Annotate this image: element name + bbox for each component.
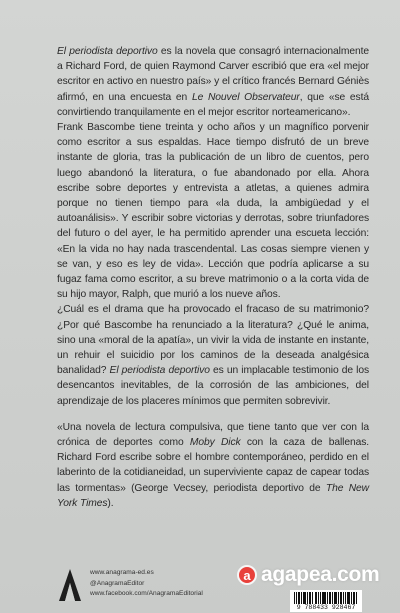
book-title: El periodista deportivo (57, 46, 158, 57)
agapea-watermark-text: agapea.com (261, 563, 380, 586)
book-title: El periodista deportivo (109, 365, 210, 377)
moby-dick-title: Moby Dick (189, 437, 241, 449)
barcode-bars (294, 592, 358, 604)
blurb-text (57, 44, 369, 511)
publisher-twitter: @AnagramaEditor (90, 579, 145, 587)
isbn-number: 9 788433 928467 (296, 604, 356, 611)
review-quote: «Una novela de lectura compulsiva, que tiene tanto que ver con la crónica de deportes como Moby Dick con la caza de ballenas. Richard Ford escribe sobre el hombre contemporáneo, perdido en el laberinto de la cotidianeidad, un superviviente capaz de capear todas las tormentas» (George Vecsey, periodista deportivo de The New York Times). (57, 421, 370, 509)
agapea-logo-icon: a (237, 565, 257, 585)
publisher-contacts (90, 568, 203, 600)
anagrama-logo-icon (58, 568, 82, 602)
isbn-barcode (290, 590, 362, 612)
blurb-paragraph-3: ¿Cuál es el drama que ha provocado el fracaso de su matrimonio? ¿Por qué Bascombe ha renunciado a la literatura? ¿Qué le anima, sino una «moral de la apatía», un vivir la vida de instante en instante, un rehuir el suicidio por los caminos de la deseada analgésica banalidad? El periodista deportivo es un implacable testimonio de los desencantos inevitables, de la corrosión de las ambiciones, del aprendizaje de los placeres mínimos que permiten sobrevivir. (57, 304, 369, 407)
blurb-paragraph-2: Frank Bascombe tiene treinta y ocho años y un magnífico porvenir como escritor a sus espaldas. Hace tiempo disfrutó de un breve instante de gloria, tras la publicación de un libro de cuentos, pero luego abandonó la literatura, o fue abandonado por ella. Ahora escribe sobre deportes y entrevista a atletas, a quienes admira porque no tienen tiempo para «la duda, la ambigüedad y el autoanálisis». Y escribir sobre victorias y derrotas, sobre triunfadores del futuro o del ayer, le ha permitido aprender una escueta lección: «En la vida no hay nada trascendental. Las cosas siempre vienen y se van, y eso es ley de vida». Lección que podría aplicarse a su fugaz fama como escritor, a su breve matrimonio o a la corta vida de su hijo mayor, Ralph, que murió a los nueve años. (57, 122, 369, 301)
blurb-paragraph-1: El periodista deportivo es la novela que consagró internacionalmente a Richard Ford, de quien Raymond Carver escribió que era «el mejor escritor en activo en nuestro país» y el crítico francés Bernard Géniès afirmó, en una encuesta en Le Nouvel Observateur, que «se está convirtiendo tranquilamente en el mejor escritor norteamericano». (57, 46, 369, 118)
agapea-watermark (237, 560, 397, 590)
magazine-title: Le Nouvel Observateur (191, 91, 300, 103)
publisher-facebook: www.facebook.com/AnagramaEditorial (90, 590, 203, 598)
cover-footer (0, 560, 400, 613)
newspaper-title: The New York Times (57, 482, 369, 509)
publisher-website: www.anagrama-ed.es (90, 569, 154, 576)
